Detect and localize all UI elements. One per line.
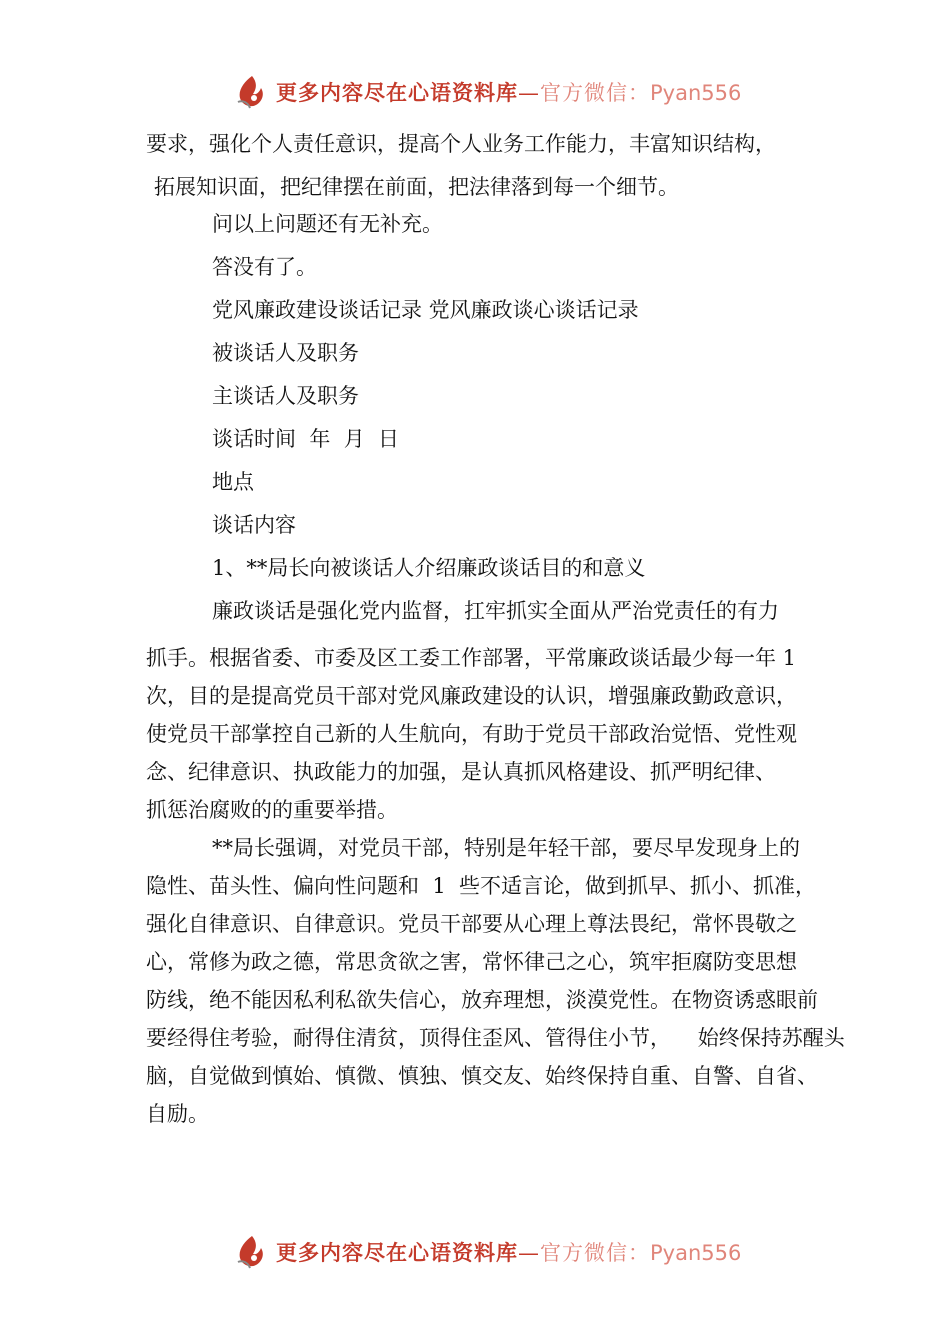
flame-leaf-logo-icon — [232, 72, 272, 112]
banner-text — [276, 77, 741, 107]
paragraph-line: 要求，强化个人责任意识，提高个人业务工作能力，丰富知识结构， — [146, 132, 776, 156]
paragraph-line: 强化自律意识、自律意识。党员干部要从心理上尊法畏纪，常怀畏敬之 — [146, 912, 797, 936]
banner-main-text: 更多内容尽在心语资料库 — [276, 81, 518, 105]
field-interviewee: 被谈话人及职务 — [212, 341, 359, 365]
paragraph-line: 脑，自觉做到慎始、慎微、慎独、慎交友、始终保持自重、自警、自省、 — [146, 1064, 818, 1088]
paragraph-line: 廉政谈话是强化党内监督，扛牢抓实全面从严治党责任的有力 — [212, 599, 779, 623]
record-title: 党风廉政建设谈话记录 党风廉政谈心谈话记录 — [212, 298, 639, 322]
banner-main-text: 更多内容尽在心语资料库 — [276, 1241, 518, 1265]
paragraph-line: 次，目的是提高党员干部对党风廉政建设的认识，增强廉政勤政意识， — [146, 684, 797, 708]
field-content: 谈话内容 — [212, 513, 296, 537]
paragraph-line: 使党员干部掌控自己新的人生航向，有助于党员干部政治觉悟、党性观 — [146, 722, 797, 746]
item-heading: 1、**局长向被谈话人介绍廉政谈话目的和意义 — [212, 556, 646, 580]
banner-wechat-id: Pyan556 — [650, 81, 742, 105]
footer-banner — [232, 1232, 752, 1272]
paragraph-line: 防线，绝不能因私利私欲失信心，放弃理想，淡漠党性。在物资诱惑眼前 — [146, 988, 818, 1012]
paragraph-line: 念、纪律意识、执政能力的加强，是认真抓风格建设、抓严明纪律、 — [146, 760, 776, 784]
header-banner — [232, 72, 752, 112]
banner-wechat-id: Pyan556 — [650, 1241, 742, 1265]
banner-text — [276, 1237, 741, 1267]
flame-leaf-logo-icon — [232, 1232, 272, 1272]
paragraph-line: 要经得住考验，耐得住清贫，顶得住歪风、管得住小节， 始终保持苏醒头 — [146, 1026, 845, 1050]
paragraph-line: 心，常修为政之德，常思贪欲之害，常怀律己之心，筑牢拒腐防变思想 — [146, 950, 797, 974]
field-location: 地点 — [212, 470, 254, 494]
banner-dash: — — [518, 1241, 540, 1265]
paragraph-line: 抓惩治腐败的的重要举措。 — [146, 798, 398, 822]
banner-official-label: 官方微信： — [540, 81, 650, 105]
paragraph-line: **局长强调，对党员干部，特别是年轻干部，要尽早发现身上的 — [212, 836, 800, 860]
banner-dash: — — [518, 81, 540, 105]
banner-official-label: 官方微信： — [540, 1241, 650, 1265]
paragraph-line: 隐性、苗头性、偏向性问题和 1 些不适言论，做到抓早、抓小、抓准， — [146, 874, 817, 898]
field-time: 谈话时间 年 月 日 — [212, 427, 400, 451]
answer-line: 答没有了。 — [212, 255, 317, 279]
paragraph-line: 拓展知识面，把纪律摆在前面，把法律落到每一个细节。 — [154, 175, 679, 199]
field-interviewer: 主谈话人及职务 — [212, 384, 359, 408]
paragraph-line: 抓手。根据省委、市委及区工委工作部署，平常廉政谈话最少每一年 1 — [146, 646, 797, 670]
paragraph-line: 自励。 — [146, 1102, 209, 1126]
question-line: 问以上问题还有无补充。 — [212, 212, 443, 236]
